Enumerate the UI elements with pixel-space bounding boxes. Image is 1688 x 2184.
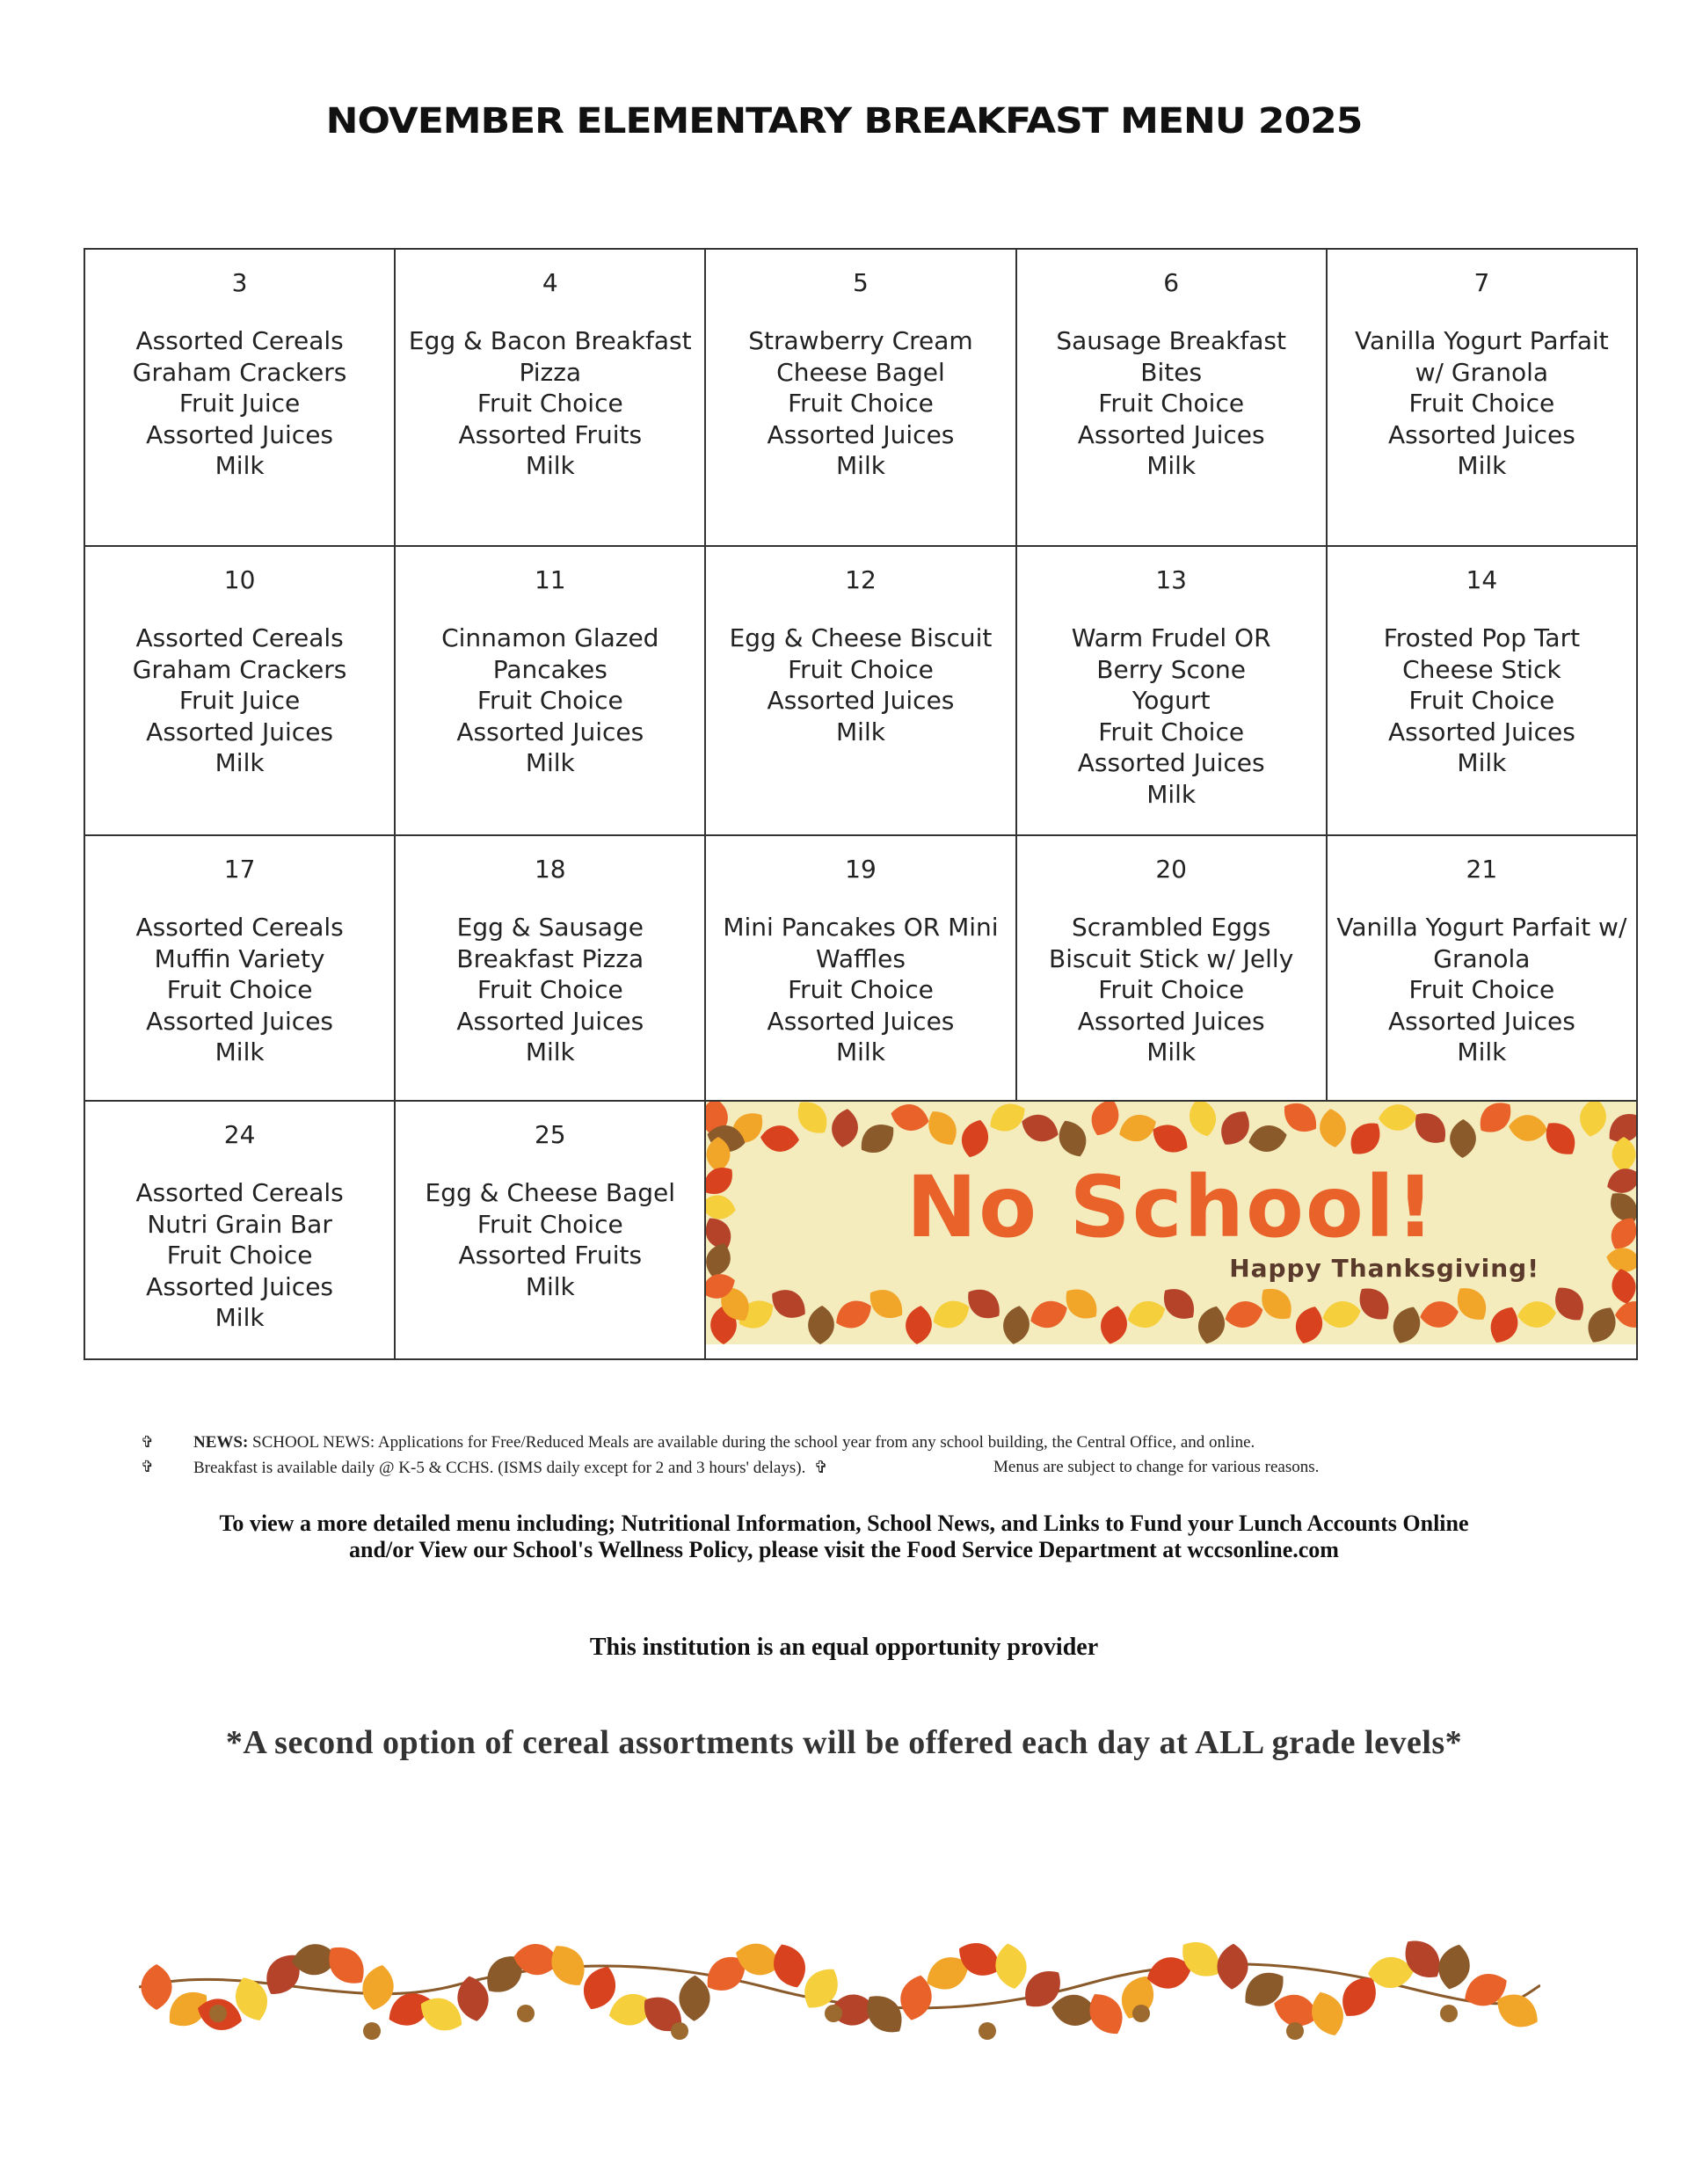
menu-item: Cheese Bagel (776, 357, 945, 387)
menu-item: Fruit Choice (477, 975, 623, 1004)
leaf-icon (1086, 1102, 1125, 1140)
leaf-icon (1379, 1103, 1418, 1132)
menu-item: Milk (836, 1037, 885, 1067)
news-notes (141, 1433, 1459, 1482)
thanksgiving-subline: Happy Thanksgiving! (1229, 1254, 1539, 1283)
leaf-icon (1027, 1296, 1073, 1334)
acorn-icon (671, 2022, 688, 2040)
menu-item: Milk (215, 748, 265, 777)
day-number: 17 (223, 855, 256, 884)
day-cell (1327, 835, 1637, 1101)
leaf-icon (1306, 1987, 1350, 2041)
menu-item: Assorted Juices (1387, 419, 1575, 449)
week-row (84, 546, 1637, 835)
menu-item: Assorted Cereals (135, 1178, 344, 1207)
day-number: 12 (845, 565, 877, 594)
menu-items (706, 622, 1015, 747)
menu-item: Berry Scone (1096, 654, 1247, 684)
leaf-icon (921, 1104, 964, 1151)
leaf-icon (961, 1282, 1008, 1326)
menu-item: Cheese Stick (1402, 654, 1561, 684)
menu-item: Fruit Choice (788, 389, 934, 418)
leaf-icon (889, 1102, 932, 1134)
day-cell (705, 546, 1015, 835)
menu-items (85, 912, 394, 1068)
leaf-icon (766, 1283, 812, 1326)
acorn-icon (1440, 2005, 1458, 2022)
leaf-icon (1291, 1302, 1328, 1344)
menu-item: Assorted Juices (1077, 748, 1265, 777)
leaf-icon (1388, 1302, 1426, 1344)
leaf-icon (1097, 1303, 1131, 1344)
leaf-icon (855, 1117, 901, 1161)
leaf-icon (1116, 1110, 1160, 1147)
day-number: 18 (534, 855, 566, 884)
menu-item: Assorted Fruits (458, 419, 643, 449)
menu-item: Strawberry Cream (748, 326, 973, 355)
leaf-icon (1318, 1107, 1349, 1148)
menu-item: Biscuit Stick w/ Jelly (1049, 943, 1294, 973)
leaf-icon (807, 1305, 835, 1344)
cross-icon: ✞ (141, 1433, 155, 1451)
menu-item: Frosted Pop Tart (1383, 623, 1581, 652)
menu-item: Pizza (519, 357, 582, 387)
day-cell (1327, 249, 1637, 546)
menu-item: Fruit Choice (477, 686, 623, 715)
day-cell (84, 546, 395, 835)
day-cell (395, 249, 705, 546)
menu-item: Vanilla Yogurt Parfait w/ (1336, 913, 1627, 942)
menu-item: Fruit Juice (178, 686, 301, 715)
leaf-icon (141, 1964, 171, 2010)
day-cell (705, 249, 1015, 546)
day-cell (705, 835, 1015, 1101)
day-cell (1016, 835, 1327, 1101)
menu-item: Assorted Juices (146, 419, 334, 449)
menu-item: Milk (1146, 779, 1197, 809)
menu-items (706, 912, 1015, 1068)
menu-item: Assorted Cereals (135, 623, 344, 652)
menu-item: Assorted Juices (1387, 1006, 1575, 1036)
menu-item: Fruit Choice (788, 975, 934, 1004)
breakfast-text: Breakfast is available daily @ K-5 & CCHS. (ISMS daily except for 2 and 3 hours' delays). (193, 1459, 806, 1477)
menu-item: Milk (836, 451, 885, 480)
menu-item: Egg & Sausage (456, 913, 644, 942)
day-number: 10 (223, 565, 256, 594)
page-title: NOVEMBER ELEMENTARY BREAKFAST MENU 2025 (325, 100, 1363, 142)
leaf-icon (1548, 1280, 1591, 1327)
leaf-icon (928, 1295, 974, 1335)
day-number: 14 (1466, 565, 1498, 594)
leaf-icon (1217, 1943, 1249, 1990)
menu-item: Assorted Cereals (135, 326, 344, 355)
menu-items (85, 325, 394, 482)
acorn-icon (825, 2005, 842, 2022)
leaf-icon (1124, 1296, 1169, 1332)
leaf-icon (1053, 1116, 1093, 1161)
menu-item: Milk (1146, 1037, 1197, 1067)
menu-item: Fruit Juice (178, 389, 301, 418)
day-cell (1016, 546, 1327, 835)
menu-item: Pancakes (492, 654, 608, 684)
day-cell (1327, 546, 1637, 835)
menu-item: Assorted Juices (146, 717, 334, 746)
menu-item: Fruit Choice (166, 975, 313, 1004)
menu-items (396, 325, 704, 482)
leaf-icon (1222, 1297, 1266, 1331)
cross-icon: ✞ (141, 1458, 155, 1475)
leaf-icon (1214, 1104, 1257, 1151)
week-row (84, 1101, 1637, 1359)
leaf-icon (1610, 1267, 1636, 1306)
day-number: 24 (223, 1120, 256, 1149)
menu-calendar (84, 248, 1638, 1360)
leaf-icon (679, 1975, 710, 2021)
menu-items (1328, 912, 1636, 1068)
menu-item: Milk (1457, 451, 1507, 480)
menu-item: Milk (1146, 451, 1197, 480)
no-school-headline: No School! (906, 1158, 1437, 1256)
menu-item: Assorted Fruits (458, 1241, 643, 1270)
menu-item: Yogurt (1131, 686, 1211, 715)
menu-item: Egg & Cheese Bagel (425, 1178, 676, 1207)
leaf-icon (1247, 1122, 1290, 1155)
news-note (141, 1433, 1459, 1458)
leaf-icon (1450, 1280, 1494, 1327)
breakfast-note (141, 1458, 1459, 1482)
menu-item: Assorted Juices (456, 1006, 644, 1036)
menu-item: Sausage Breakfast (1056, 326, 1286, 355)
menu-item: Graham Crackers (132, 654, 347, 684)
news-label: NEWS: (193, 1433, 249, 1452)
menu-items (85, 622, 394, 779)
detail-line-1: To view a more detailed menu including; Nutritional Information, School News, and Links to Fund your Lunch Accounts Online (219, 1511, 1469, 1536)
menu-item: Milk (525, 748, 575, 777)
leaf-icon (1255, 1281, 1300, 1327)
leaf-icon (957, 1117, 993, 1161)
acorn-icon (979, 2022, 996, 2040)
leaf-icon (1615, 1300, 1636, 1328)
detail-notice (0, 1511, 1688, 1563)
menu-items (1328, 622, 1636, 779)
leaf-icon (1000, 1304, 1032, 1344)
menu-item: Fruit Choice (1098, 975, 1245, 1004)
day-cell (84, 1101, 395, 1359)
menu-items (1017, 325, 1326, 482)
menu-item: Assorted Juices (146, 1006, 334, 1036)
menu-item: Fruit Choice (1098, 717, 1245, 746)
leaf-icon (760, 1125, 800, 1154)
day-cell (395, 546, 705, 835)
menu-item: Assorted Juices (767, 1006, 955, 1036)
leaf-icon (1577, 1102, 1609, 1139)
leaf-icon (1321, 1298, 1364, 1331)
leaf-icon (1450, 1119, 1476, 1159)
day-cell (395, 835, 705, 1101)
menu-item: Fruit Choice (1408, 686, 1555, 715)
menu-item: Milk (525, 451, 575, 480)
menu-item: Milk (525, 1037, 575, 1067)
leaf-icon (1539, 1116, 1582, 1162)
leaf-icon (863, 1282, 910, 1326)
menu-items (1017, 622, 1326, 810)
menu-items (396, 1177, 704, 1302)
leaf-icon (768, 1940, 812, 1993)
menu-item: Assorted Juices (1077, 1006, 1265, 1036)
menu-item: Fruit Choice (477, 1209, 623, 1239)
menu-item: Assorted Juices (146, 1271, 334, 1301)
leaf-icon (904, 1305, 934, 1344)
no-school-banner (705, 1101, 1637, 1359)
menu-item: Fruit Choice (166, 1241, 313, 1270)
day-number: 4 (542, 268, 558, 297)
week-row (84, 835, 1637, 1101)
menu-item: Egg & Bacon Breakfast (408, 326, 692, 355)
day-number: 3 (231, 268, 248, 297)
acorn-icon (517, 2005, 535, 2022)
leaf-icon (1434, 1941, 1474, 1993)
leaf-icon (1194, 1303, 1229, 1344)
menu-item: Warm Frudel OR (1071, 623, 1271, 652)
equal-opportunity-statement: This institution is an equal opportunity provider (589, 1634, 1099, 1661)
menu-item: Assorted Juices (767, 419, 955, 449)
menu-item: Cinnamon Glazed (441, 623, 659, 652)
day-number: 21 (1466, 855, 1498, 884)
cross-icon: ✞ (810, 1459, 828, 1477)
menu-item: Milk (1457, 748, 1507, 777)
menu-item: Waffles (816, 943, 906, 973)
menu-item: Milk (1457, 1037, 1507, 1067)
menu-item: w/ Granola (1415, 357, 1549, 387)
menu-item: Egg & Cheese Biscuit (729, 623, 993, 652)
leaf-icon (1582, 1302, 1622, 1344)
leaf-icon (1156, 1281, 1202, 1327)
menu-item: Assorted Juices (767, 686, 955, 715)
menu-item: Milk (215, 1037, 265, 1067)
day-cell (84, 835, 395, 1101)
menu-item: Milk (525, 1271, 575, 1301)
day-number: 7 (1473, 268, 1490, 297)
menu-item: Fruit Choice (1408, 389, 1555, 418)
leaf-icon (1508, 1113, 1548, 1142)
menu-items (706, 325, 1015, 482)
menu-items (85, 1177, 394, 1334)
leaf-icon (993, 1941, 1030, 1991)
menu-item: Fruit Choice (1408, 975, 1555, 1004)
leaf-icon (1059, 1281, 1105, 1326)
thanksgiving-image (706, 1102, 1636, 1344)
week-row (84, 249, 1637, 546)
menu-item: Nutri Grain Bar (147, 1209, 332, 1239)
menu-item: Vanilla Yogurt Parfait (1354, 326, 1609, 355)
leaf-icon (985, 1102, 1031, 1138)
leaf-icon (1485, 1302, 1524, 1344)
menu-item: Milk (836, 717, 885, 746)
day-cell (84, 249, 395, 546)
menu-item: Breakfast Pizza (456, 943, 644, 973)
leaf-icon (1473, 1102, 1519, 1140)
day-number: 19 (845, 855, 877, 884)
acorn-icon (363, 2022, 381, 2040)
menu-item: Muffin Variety (154, 943, 325, 973)
menu-item: Assorted Juices (1387, 717, 1575, 746)
menu-item: Fruit Choice (788, 654, 934, 684)
detail-line-2: and/or View our School's Wellness Policy, please visit the Food Service Department at wccsonline.com (349, 1537, 1339, 1562)
menu-items (396, 622, 704, 779)
leaf-icon (1185, 1102, 1220, 1139)
day-cell (1016, 249, 1327, 546)
leaf-icon (1018, 1110, 1064, 1147)
menu-items (396, 912, 704, 1068)
menu-item: Fruit Choice (477, 389, 623, 418)
leaf-icon (830, 1107, 862, 1149)
leaf-icon (831, 1294, 877, 1335)
leaf-icon (1352, 1281, 1397, 1328)
menu-item: Assorted Cereals (135, 913, 344, 942)
menu-item: Assorted Juices (456, 717, 644, 746)
leaf-icon (1419, 1299, 1461, 1330)
day-number: 20 (1155, 855, 1187, 884)
acorn-icon (209, 2005, 227, 2022)
day-number: 5 (853, 268, 869, 297)
menu-item: Milk (215, 451, 265, 480)
menu-item: Graham Crackers (132, 357, 347, 387)
menu-items (1328, 325, 1636, 482)
day-number: 13 (1155, 565, 1187, 594)
acorn-icon (1286, 2022, 1304, 2040)
menu-item: Scrambled Eggs (1071, 913, 1271, 942)
menu-items (1017, 912, 1326, 1068)
menu-item: Fruit Choice (1098, 389, 1245, 418)
menu-item: Assorted Juices (1077, 419, 1265, 449)
news-text: SCHOOL NEWS: Applications for Free/Reduced Meals are available during the school year from any school building, the Central Office, and online. (252, 1433, 1255, 1452)
leaf-icon (790, 1102, 835, 1140)
leaf-icon (1408, 1105, 1453, 1151)
menu-item: Mini Pancakes OR Mini (723, 913, 999, 942)
day-number: 6 (1163, 268, 1180, 297)
menu-item: Granola (1433, 943, 1531, 973)
change-notice: Menus are subject to change for various reasons. (993, 1458, 1320, 1476)
autumn-leaves-border (139, 1917, 1540, 2049)
day-number: 25 (534, 1120, 566, 1149)
leaf-icon (1343, 1116, 1388, 1162)
leaf-icon (1517, 1299, 1557, 1329)
leaf-icon (359, 1962, 397, 2013)
day-number: 11 (534, 565, 566, 594)
cereal-option-notice: *A second option of cereal assortments will be offered each day at ALL grade levels* (225, 1724, 1463, 1761)
menu-item: Milk (215, 1303, 265, 1332)
acorn-icon (1132, 2005, 1150, 2022)
day-cell (395, 1101, 705, 1359)
menu-item: Bites (1140, 357, 1203, 387)
